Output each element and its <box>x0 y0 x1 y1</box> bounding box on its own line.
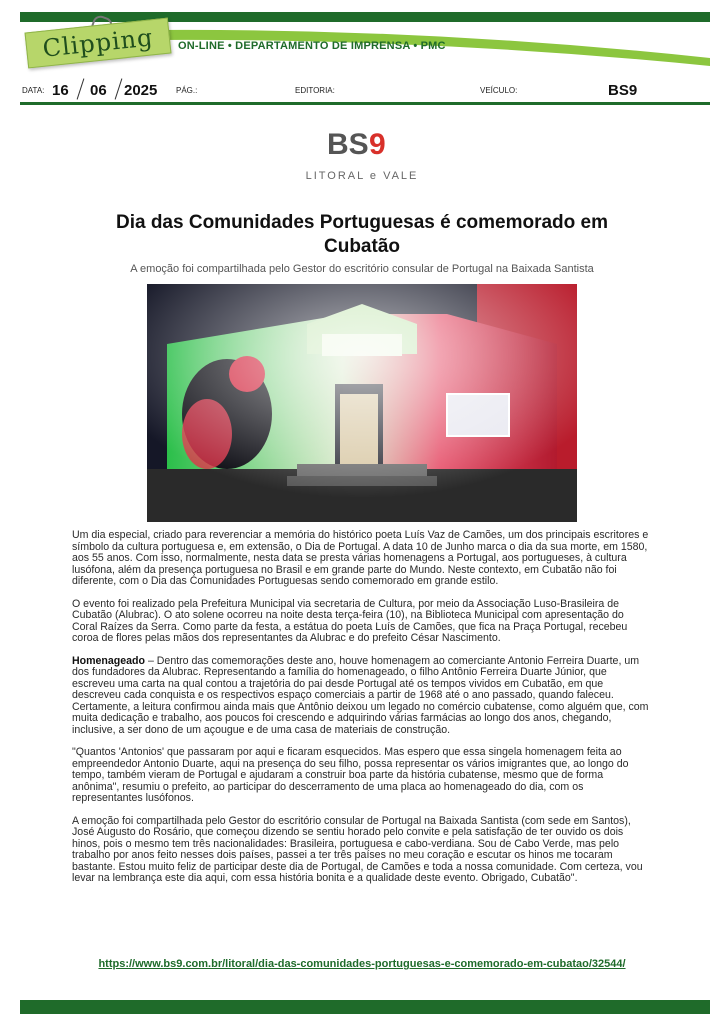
paragraph <box>72 656 652 737</box>
date-day: 16 <box>52 82 69 99</box>
page-label: PÁG.: <box>176 86 198 95</box>
paragraph: Um dia especial, criado para reverenciar a memória do histórico poeta Luís Vaz de Camões, um dos principais escritores e símbolo da cultura portuguesa e, em extensão, o Dia de Portugal. A data 10 de Junho marca o dia da sua morte, em 1580, aos 55 anos. Com isso, normalmente, nesta data se presta várias homenagens a Portugal, aos portugueses, à cultura lusófona, além da presença portuguesa no Brasil e em grande parte do Mundo. Neste contexto, em Cubatão não foi diferente, com o Dia das Comunidades Portuguesas sendo comemorado em grande estilo. <box>72 529 649 587</box>
clipping-label: Clipping <box>41 23 155 63</box>
article-title: Dia das Comunidades Portuguesas é comemorado em Cubatão <box>115 212 609 257</box>
paragraph-text: – Dentro das comemorações deste ano, houve homenagem ao comerciante Antonio Ferreira Duarte, um dos fundadores da Alubrac. Representando a família do homenageado, o filho Antônio Ferreira Duarte Júnior, que escreveu uma carta na qual contou a trajetória do pai desde Portugal até os tempos vividos em Cubatão, em que descreveu cada conquista e os respectivos espaço comerciais a partir de 1968 até o ano passado, quando faleceu. Certamente, a leitura confirmou ainda mais que Antônio deixou um legado no comércio cubatense, como alguém que, com muita dedicação e trabalho, aos poucos foi crescendo e adquirindo várias farmácias ao longo dos anos, chegando, inclusive, a ser dono de um açougue e de uma casa de materiais de construção. <box>72 654 649 736</box>
article-subtitle: A emoção foi compartilhada pelo Gestor do escritório consular de Portugal na Baixada Santista <box>130 263 594 275</box>
article-body <box>72 530 652 896</box>
date-month: 06 <box>90 82 107 99</box>
bs9-logo <box>327 128 397 158</box>
footer-bar <box>20 1000 710 1014</box>
header-bottom-bar <box>20 102 710 105</box>
source-link[interactable]: https://www.bs9.com.br/litoral/dia-das-comunidades-portuguesas-e-comemorado-em-cubatao/32544/ <box>98 958 626 970</box>
editoria-label: EDITORIA: <box>295 86 335 95</box>
svg-text:9: 9 <box>369 128 386 158</box>
veiculo-value: BS9 <box>608 82 638 99</box>
veiculo-label: VEÍCULO: <box>480 86 518 95</box>
date-year: 2025 <box>124 82 158 99</box>
department-label: ON-LINE • DEPARTAMENTO DE IMPRENSA • PMC <box>178 40 446 52</box>
section-lead: Homenageado <box>72 654 145 667</box>
photo-illustration <box>147 284 577 522</box>
paragraph: A emoção foi compartilhada pelo Gestor do escritório consular de Portugal na Baixada Santista (com sede em Santos), José Augusto do Rosário, que começou dizendo se sentiu horado pelo convite e pela satisfação de ter ouvido os dois hinos, pois o mesmo tem três nacionalidades: Brasileira, portuguesa e cabo-verdiana. Sou de Cabo Verde, mas pelo trabalho por anos feito nesses dois países, passei a ter três países no meu coração e escutar os hinos me tocaram bastante. Estou muito feliz de participar deste dia de Portugal, de Camões e toda a nossa comunidade. Com certeza, vou levar na lembrança este dia aqui, com essa história bonita e a qualidade deste evento. Obrigado, Cubatão". <box>72 814 643 884</box>
logo-subtitle: LITORAL e VALE <box>305 170 419 182</box>
date-separator <box>115 78 123 99</box>
svg-text:BS: BS <box>327 128 369 158</box>
date-label: DATA: <box>22 86 45 95</box>
paragraph: "Quantos 'Antonios' que passaram por aqui e ficaram esquecidos. Mas espero que essa singela homenagem feita ao empreendedor Antonio Duarte, aqui na presença do seu filho, possa representar os vários imigrantes que, ao longo do tempo, também vieram de Portugal e ajudaram a construir boa parte da história cubatense, mesmo que de forma anônima", resumiu o prefeito, ao participar do descerramento de uma placa ao homenageado do dia, com os representantes lusófonos. <box>72 746 629 804</box>
article-photo <box>147 284 577 522</box>
paragraph: O evento foi realizado pela Prefeitura Municipal via secretaria de Cultura, por meio da Associação Luso-Brasileira de Cubatão (Alubrac). O ato solene ocorreu na noite desta terça-feira (10), na Biblioteca Municipal com apresentação do Coral Raízes da Serra. Como parte da festa, a estátua do poeta Luís de Camões, que fica na Praça Portugal, recebeu coroa de flores pelas mãos dos representantes da Alubrac e do prefeito César Nascimento. <box>72 597 628 644</box>
date-separator <box>77 78 85 99</box>
